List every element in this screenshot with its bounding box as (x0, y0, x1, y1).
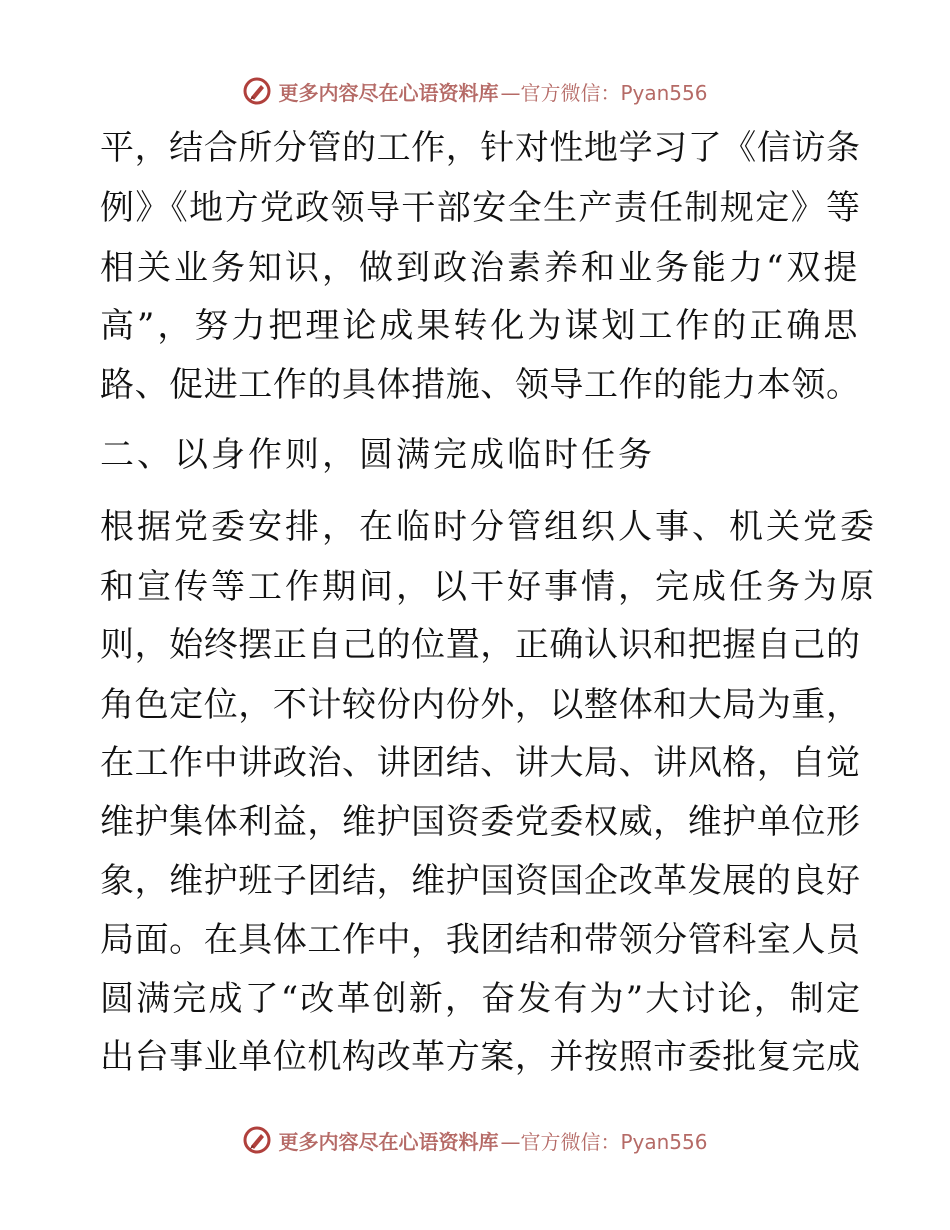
pen-logo-icon (242, 76, 272, 106)
footer-promo-text: 更多内容尽在心语资料库 (278, 1129, 499, 1154)
footer-watermark-banner (0, 1120, 950, 1160)
body-line: 出台事业单位机构改革方案，并按照市委批复完成 (100, 1037, 860, 1077)
body-line: 平，结合所分管的工作，针对性地学习了《信访条 (100, 128, 860, 168)
body-line: 高”，努力把理论成果转化为谋划工作的正确思 (100, 306, 861, 346)
body-line: 例》《地方党政领导干部安全生产责任制规定》等 (100, 188, 860, 228)
body-line: 路、促进工作的具体措施、领导工作的能力本领。 (100, 365, 860, 405)
section-heading: 二、以身作则，圆满完成临时任务 (100, 435, 655, 475)
body-line: 圆满完成了“改革创新，奋发有为”大讨论，制定 (100, 979, 860, 1019)
header-contact-text: —官方微信：Pyan556 (500, 80, 708, 105)
footer-contact-text: —官方微信：Pyan556 (500, 1129, 708, 1154)
header-watermark-banner (0, 71, 950, 111)
body-line: 象，维护班子团结，维护国资国企改革发展的良好 (100, 861, 860, 901)
body-line: 局面。在具体工作中，我团结和带领分管科室人员 (100, 920, 860, 960)
body-line: 相关业务知识，做到政治素养和业务能力“双提 (100, 248, 861, 288)
body-line: 和宣传等工作期间，以干好事情，完成任务为原 (100, 567, 877, 607)
body-line: 在工作中讲政治、讲团结、讲大局、讲风格，自觉 (100, 743, 860, 783)
pen-logo-icon (242, 1125, 272, 1155)
body-line: 根据党委安排，在临时分管组织人事、机关党委 (100, 507, 877, 547)
body-line: 则，始终摆正自己的位置，正确认识和把握自己的 (100, 625, 860, 665)
body-line: 维护集体利益，维护国资委党委权威，维护单位形 (100, 802, 860, 842)
header-promo-text: 更多内容尽在心语资料库 (278, 80, 499, 105)
body-line: 角色定位，不计较份内份外，以整体和大局为重， (100, 685, 860, 725)
